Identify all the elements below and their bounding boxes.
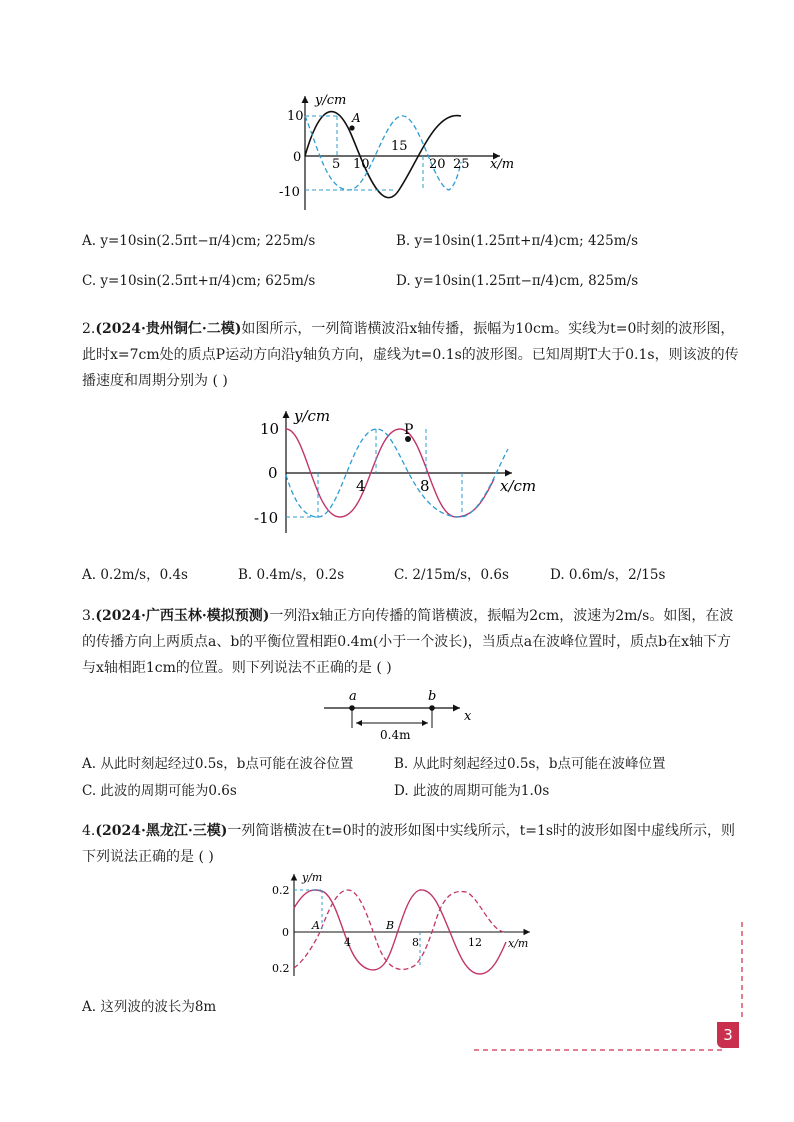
fig1-x-label: x/m bbox=[490, 157, 515, 172]
q1-option-d: D. y=10sin(1.25πt−π/4)cm, 825m/s bbox=[396, 273, 639, 289]
q3-option-c: C. 此波的周期可能为0.6s bbox=[82, 783, 237, 799]
fig4-y-label: y/m bbox=[302, 871, 323, 884]
q3-number: 3. bbox=[82, 608, 96, 624]
q1-option-c: C. y=10sin(2.5πt+π/4)cm; 625m/s bbox=[82, 273, 316, 289]
fig1-y-tick-neg10: -10 bbox=[279, 185, 300, 200]
figure-1-wave-graph bbox=[279, 90, 525, 215]
fig1-point-a: A bbox=[352, 111, 361, 125]
q2-option-c: C. 2/15m/s，0.6s bbox=[394, 567, 509, 583]
fig1-x-tick-25: 25 bbox=[453, 157, 470, 172]
question-4 bbox=[82, 818, 742, 870]
q4-option-a: A. 这列波的波长为8m bbox=[82, 999, 217, 1015]
q3-option-a: A. 从此时刻起经过0.5s，b点可能在波谷位置 bbox=[82, 756, 354, 772]
q1-option-b: B. y=10sin(1.25πt+π/4)cm; 425m/s bbox=[396, 233, 639, 249]
q2-source: (2024·贵州铜仁·二模) bbox=[95, 321, 242, 337]
q4-stem: 一列简谐横波在t=0时的波形如图中实线所示，t=1s时的波形如图中虚线所示，则下列说法正确的是 ( ) bbox=[82, 823, 736, 865]
fig3-x-label: x bbox=[464, 709, 472, 724]
fig1-y-label: y/cm bbox=[315, 93, 347, 108]
q1-option-a: A. y=10sin(2.5πt−π/4)cm; 225m/s bbox=[82, 233, 316, 249]
question-2 bbox=[82, 316, 742, 394]
q3-option-b: B. 从此时刻起经过0.5s，b点可能在波峰位置 bbox=[394, 756, 666, 772]
fig2-y-tick-neg10: -10 bbox=[254, 509, 279, 527]
figure-2-wave-graph bbox=[250, 405, 550, 540]
fig4-x-tick-4: 4 bbox=[344, 936, 351, 949]
q3-option-d: D. 此波的周期可能为1.0s bbox=[394, 783, 550, 799]
fig3-label-b: b bbox=[428, 689, 437, 704]
q4-number: 4. bbox=[82, 823, 96, 839]
fig4-y-tick-top: 0.2 bbox=[272, 884, 290, 897]
fig3-distance: 0.4m bbox=[380, 728, 411, 742]
fig1-y-tick-0: 0 bbox=[293, 150, 302, 165]
q2-option-b: B. 0.4m/s，0.2s bbox=[238, 567, 345, 583]
q2-stem: 如图所示，一列简谐横波沿x轴传播，振幅为10cm。实线为t=0时刻的波形图，此时x=7cm处的质点P运动方向沿y轴负方向，虚线为t=0.1s的波形图。已知周期T大于0.1s，则该波的传播速度和周期分别为 ( ) bbox=[82, 321, 739, 389]
fig4-point-a: A bbox=[312, 919, 320, 932]
fig2-x-tick-8: 8 bbox=[420, 477, 430, 495]
fig4-y-tick-0: 0 bbox=[282, 926, 289, 939]
fig1-x-tick-15: 15 bbox=[391, 139, 408, 154]
fig1-y-tick-10: 10 bbox=[287, 109, 304, 124]
fig2-x-tick-4: 4 bbox=[356, 477, 366, 495]
fig4-y-tick-bottom: 0.2 bbox=[272, 962, 290, 975]
fig1-x-tick-10: 10 bbox=[353, 157, 370, 172]
fig4-x-label: x/m bbox=[508, 937, 529, 950]
fig1-x-tick-20: 20 bbox=[429, 157, 446, 172]
q4-source: (2024·黑龙江·三模) bbox=[95, 823, 228, 839]
fig2-y-tick-0: 0 bbox=[268, 464, 278, 482]
figure-3-points-ab bbox=[320, 686, 480, 744]
fig2-point-p: P bbox=[404, 422, 414, 438]
q3-stem: 一列沿x轴正方向传播的简谐横波，振幅为2cm，波速为2m/s。如图，在波的传播方向上两质点a、b的平衡位置相距0.4m(小于一个波长)，当质点a在波峰位置时，质点b在x轴下方与x轴相距1cm的位置。则下列说法不正确的是 ( ) bbox=[82, 608, 734, 676]
fig2-y-tick-10: 10 bbox=[260, 420, 280, 438]
fig4-x-tick-8: 8 bbox=[412, 936, 419, 949]
page-corner-decoration bbox=[470, 918, 750, 1058]
fig1-x-tick-5: 5 bbox=[332, 157, 341, 172]
fig2-x-label: x/cm bbox=[500, 477, 537, 495]
q3-source: (2024·广西玉林·模拟预测) bbox=[95, 608, 270, 624]
fig3-label-a: a bbox=[349, 689, 357, 704]
fig2-y-label: y/cm bbox=[294, 407, 331, 425]
page-number: 3 bbox=[717, 1022, 739, 1048]
question-3 bbox=[82, 603, 742, 681]
fig4-x-tick-12: 12 bbox=[468, 936, 482, 949]
q2-option-a: A. 0.2m/s，0.4s bbox=[82, 567, 188, 583]
fig4-point-b: B bbox=[386, 919, 395, 932]
q2-option-d: D. 0.6m/s，2/15s bbox=[550, 567, 666, 583]
q2-number: 2. bbox=[82, 321, 96, 337]
